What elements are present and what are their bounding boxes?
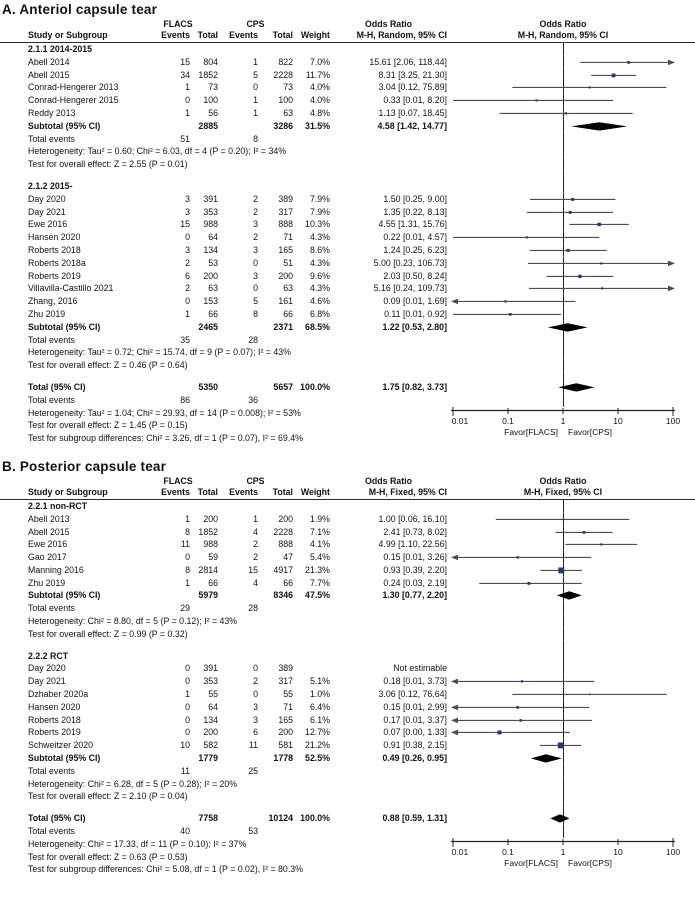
study-row: Ewe 2016 11 988 2 888 4.1% 4.99 [1.10, 22.56] <box>0 538 695 551</box>
plot-odds-ratio-header: Odds Ratio <box>539 476 587 486</box>
ci-plot <box>447 526 695 539</box>
note-plain-row: Test for overall effect: Z = 0.63 (P = 0.53) <box>0 851 695 864</box>
cps-group-header: CPS <box>246 476 265 486</box>
subgroup-row: 2.1.2 2015- <box>0 180 695 193</box>
svg-text:1: 1 <box>560 415 566 426</box>
study-row: Hansen 2020 0 64 2 71 4.3% 0.22 [0.01, 4.57] <box>0 231 695 244</box>
ci-plot <box>447 650 695 663</box>
ci-plot <box>447 675 695 688</box>
panel-rows <box>0 500 695 876</box>
plot-cell <box>447 120 695 133</box>
plot-cell <box>447 145 695 158</box>
ci-plot <box>447 206 695 219</box>
ci-plot <box>447 803 695 812</box>
group-header-row <box>0 19 695 30</box>
study-row: Roberts 2019 0 200 6 200 12.7% 0.07 [0.00, 1.33] <box>0 726 695 739</box>
column-header-row: Study or Subgroup Events Total Events Total Weight M-H, Fixed, 95% CI M-H, Fixed, 95% CI <box>0 487 695 498</box>
subtotal-row: Subtotal (95% CI) 2465 2371 68.5% 1.22 [0.53, 2.80] <box>0 321 695 334</box>
plot-cell <box>447 81 695 94</box>
odds-ratio-header: Odds Ratio <box>365 476 412 486</box>
plot-cell <box>447 133 695 146</box>
study-row: Conrad-Hengerer 2013 1 73 0 73 4.0% 3.04 [0.12, 75.89] <box>0 81 695 94</box>
ci-plot <box>447 641 695 650</box>
ci-plot <box>447 812 695 825</box>
ci-plot <box>447 56 695 69</box>
note-row: Test for overall effect: Z = 0.46 (P = 0.64) <box>0 359 695 372</box>
study-row: Manning 2016 8 2814 15 4917 21.3% 0.93 [0.39, 2.20] <box>0 564 695 577</box>
plot-cell <box>447 321 695 334</box>
panel-anterior-capsule-tear <box>0 2 695 445</box>
ci-plot <box>447 790 695 803</box>
ci-plot <box>447 577 695 590</box>
svg-text:100: 100 <box>665 415 681 426</box>
svg-text:10: 10 <box>613 415 623 426</box>
ci-plot <box>447 81 695 94</box>
svg-text:0.1: 0.1 <box>502 846 514 857</box>
svg-text:0.01: 0.01 <box>451 846 469 857</box>
plot-cell <box>447 765 695 778</box>
study-row: Abell 2015 34 1852 5 2228 11.7% 8.31 [3.25, 21.30] <box>0 69 695 82</box>
ci-plot <box>447 551 695 564</box>
ci-plot <box>447 662 695 675</box>
plot-cell <box>447 513 695 526</box>
favor-left-label: Favor[FLACS] <box>504 857 558 868</box>
plot-cell <box>447 714 695 727</box>
subgroup-row: 2.2.2 RCT <box>0 650 695 663</box>
events-row: Total events 51 8 <box>0 133 695 146</box>
plot-cell <box>447 551 695 564</box>
study-row: Zhu 2019 1 66 8 66 6.8% 0.11 [0.01, 0.92] <box>0 308 695 321</box>
study-row: Villavilla-Castillo 2021 2 63 0 63 4.3% 5.16 [0.24, 109.73] <box>0 282 695 295</box>
ci-plot <box>447 193 695 206</box>
note-plain-row: Test for overall effect: Z = 1.45 (P = 0.15) <box>0 419 695 432</box>
plot-cell <box>447 69 695 82</box>
ci-plot <box>447 180 695 193</box>
plot-cell <box>447 419 695 432</box>
study-row: Dzhaber 2020a 1 55 0 55 1.0% 3.06 [0.12, 76.64] <box>0 688 695 701</box>
note-plain-row: Test for subgroup differences: Chi² = 5.08, df = 1 (P = 0.02), I² = 80.3% <box>0 863 695 876</box>
plot-cell <box>447 231 695 244</box>
subgroup-row: 2.2.1 non-RCT <box>0 500 695 513</box>
plot-cell <box>447 432 695 445</box>
plot-cell <box>447 790 695 803</box>
events-row: Total events 40 53 <box>0 825 695 838</box>
plot-cell <box>447 346 695 359</box>
subtotal-row: Subtotal (95% CI) 5979 8346 47.5% 1.30 [0.77, 2.20] <box>0 589 695 602</box>
ci-plot <box>447 359 695 372</box>
plot-cell <box>447 244 695 257</box>
ci-plot <box>447 372 695 381</box>
ci-plot <box>447 244 695 257</box>
odds-ratio-header: Odds Ratio <box>365 19 412 30</box>
effect-column-header: M-H, Random, 95% CI <box>356 30 447 41</box>
plot-cell <box>447 56 695 69</box>
ci-plot <box>447 778 695 791</box>
ci-plot <box>447 295 695 308</box>
study-row: Roberts 2018a 2 53 0 51 4.3% 5.00 [0.23, 106.73] <box>0 257 695 270</box>
plot-cell <box>447 838 695 868</box>
panel-title: A. Anteriol capsule tear <box>2 2 158 17</box>
ci-plot <box>447 589 695 602</box>
ci-plot <box>447 334 695 347</box>
study-row: Roberts 2018 0 134 3 165 6.1% 0.17 [0.01, 3.37] <box>0 714 695 727</box>
plot-cell <box>447 825 695 838</box>
ci-plot <box>447 739 695 752</box>
plot-cell <box>447 180 695 193</box>
note-row: Test for overall effect: Z = 2.55 (P = 0.01) <box>0 158 695 171</box>
ci-plot <box>447 714 695 727</box>
events-row: Total events 35 28 <box>0 334 695 347</box>
plot-cell <box>447 308 695 321</box>
ci-plot <box>447 726 695 739</box>
panel-title: B. Posterior capsule tear <box>2 458 167 474</box>
ci-plot <box>447 257 695 270</box>
ci-plot <box>447 107 695 120</box>
events-row: Total events 11 25 <box>0 765 695 778</box>
svg-text:1: 1 <box>560 846 566 857</box>
plot-cell <box>447 394 695 407</box>
study-row: Abell 2014 15 804 1 822 7.0% 15.61 [2.06, 118.44] <box>0 56 695 69</box>
plot-cell <box>447 158 695 171</box>
note-row: Heterogeneity: Chi² = 6.28, df = 5 (P = 0.28); I² = 20% <box>0 778 695 791</box>
ci-plot <box>447 752 695 765</box>
study-row: Day 2021 3 353 2 317 7.9% 1.35 [0.22, 8.13] <box>0 206 695 219</box>
plot-cell <box>447 851 695 864</box>
study-row: Abell 2013 1 200 1 200 1.9% 1.00 [0.06, 16.10] <box>0 513 695 526</box>
study-row: Conrad-Hengerer 2015 0 100 1 100 4.0% 0.33 [0.01, 8.20] <box>0 94 695 107</box>
ci-plot <box>447 628 695 641</box>
study-row: Roberts 2018 3 134 3 165 8.6% 1.24 [0.25, 6.23] <box>0 244 695 257</box>
cps-group-header: CPS <box>246 19 265 30</box>
ci-plot <box>447 171 695 180</box>
plot-cell <box>447 641 695 650</box>
ci-plot <box>447 615 695 628</box>
study-row: Zhang, 2016 0 153 5 161 4.6% 0.09 [0.01, 1.69] <box>0 295 695 308</box>
plot-cell <box>447 726 695 739</box>
plot-cell <box>447 739 695 752</box>
study-row: Day 2021 0 353 2 317 5.1% 0.18 [0.01, 3.73] <box>0 675 695 688</box>
ci-plot <box>447 321 695 334</box>
plot-cell <box>447 295 695 308</box>
plot-odds-ratio-header: Odds Ratio <box>539 19 587 30</box>
spacer-row <box>0 372 695 381</box>
ci-plot <box>447 69 695 82</box>
plot-cell <box>447 206 695 219</box>
plot-cell <box>447 688 695 701</box>
plot-cell <box>447 193 695 206</box>
spacer-row <box>0 171 695 180</box>
ci-plot <box>447 120 695 133</box>
plot-cell <box>447 407 695 437</box>
group-header-row <box>0 476 695 487</box>
study-row: Reddy 2013 1 56 1 63 4.8% 1.13 [0.07, 18.45] <box>0 107 695 120</box>
note-row: Heterogeneity: Chi² = 8.80, df = 5 (P = 0.12); I² = 43% <box>0 615 695 628</box>
spacer-row <box>0 803 695 812</box>
study-row: Day 2020 0 391 0 389 Not estimable <box>0 662 695 675</box>
study-row: Ewe 2016 15 988 3 888 10.3% 4.55 [1.31, 15.76] <box>0 218 695 231</box>
ci-plot <box>447 94 695 107</box>
column-header-row: Study or Subgroup Events Total Events Total Weight M-H, Random, 95% CI M-H, Random, 95% CI <box>0 30 695 41</box>
events-row: Total events 86 36 <box>0 394 695 407</box>
plot-cell <box>447 107 695 120</box>
ci-plot <box>447 825 695 838</box>
events-row: Total events 29 28 <box>0 602 695 615</box>
ci-plot <box>447 145 695 158</box>
note-row: Test for overall effect: Z = 2.10 (P = 0.04) <box>0 790 695 803</box>
ci-plot <box>447 538 695 551</box>
svg-text:100: 100 <box>665 846 681 857</box>
svg-text:0.01: 0.01 <box>451 415 469 426</box>
ci-plot <box>447 282 695 295</box>
study-row: Hansen 2020 0 64 3 71 6.4% 0.15 [0.01, 2.99] <box>0 701 695 714</box>
note-axis-row: Heterogeneity: Tau² = 1.04; Chi² = 29.93, df = 14 (P = 0.008); I² = 53% 0.01 0.1 1 10 100 Favor[FLACS] Favor[CPS] <box>0 407 695 420</box>
plot-cell <box>447 803 695 812</box>
plot-cell <box>447 171 695 180</box>
plot-cell <box>447 500 695 513</box>
ci-plot <box>447 218 695 231</box>
plot-cell <box>447 675 695 688</box>
study-row: Schweitzer 2020 10 582 11 581 21.2% 0.91 [0.38, 2.15] <box>0 739 695 752</box>
plot-cell <box>447 43 695 56</box>
plot-cell <box>447 218 695 231</box>
note-row: Heterogeneity: Tau² = 0.60; Chi² = 6.03, df = 4 (P = 0.20); I² = 34% <box>0 145 695 158</box>
ci-plot <box>447 602 695 615</box>
study-column-header: Study or Subgroup <box>28 487 108 497</box>
plot-cell <box>447 282 695 295</box>
favor-right-label: Favor[CPS] <box>568 426 612 437</box>
plot-cell <box>447 577 695 590</box>
ci-plot <box>447 381 695 394</box>
plot-cell <box>447 359 695 372</box>
note-plain-row: Test for subgroup differences: Chi² = 3.26, df = 1 (P = 0.07), I² = 69.4% <box>0 432 695 445</box>
plot-cell <box>447 94 695 107</box>
ci-plot <box>447 231 695 244</box>
plot-cell <box>447 650 695 663</box>
ci-plot <box>447 513 695 526</box>
plot-cell <box>447 526 695 539</box>
plot-cell <box>447 615 695 628</box>
plot-cell <box>447 381 695 394</box>
plot-effect-header: M-H, Random, 95% CI <box>517 30 609 41</box>
spacer-row <box>0 641 695 650</box>
ci-plot <box>447 158 695 171</box>
subgroup-row: 2.1.1 2014-2015 <box>0 43 695 56</box>
study-row: Gao 2017 0 59 2 47 5.4% 0.15 [0.01, 3.26] <box>0 551 695 564</box>
panel-posterior-capsule-tear <box>0 459 695 876</box>
plot-cell <box>447 701 695 714</box>
flacs-group-header: FLACS <box>163 19 193 30</box>
ci-plot <box>447 308 695 321</box>
note-row: Heterogeneity: Tau² = 0.72; Chi² = 15.74, df = 9 (P = 0.07); I² = 43% <box>0 346 695 359</box>
plot-cell <box>447 257 695 270</box>
svg-text:10: 10 <box>613 846 623 857</box>
ci-plot <box>447 564 695 577</box>
plot-effect-header: M-H, Fixed, 95% CI <box>523 487 603 497</box>
ci-plot <box>447 43 695 56</box>
plot-cell <box>447 628 695 641</box>
plot-cell <box>447 778 695 791</box>
ci-plot <box>447 500 695 513</box>
plot-cell <box>447 602 695 615</box>
plot-cell <box>447 589 695 602</box>
study-column-header: Study or Subgroup <box>28 30 108 41</box>
svg-text:0.1: 0.1 <box>502 415 514 426</box>
ci-plot <box>447 765 695 778</box>
subtotal-row: Subtotal (95% CI) 2885 3286 31.5% 4.58 [1.42, 14.77] <box>0 120 695 133</box>
plot-cell <box>447 812 695 825</box>
study-row: Zhu 2019 1 66 4 66 7.7% 0.24 [0.03, 2.19] <box>0 577 695 590</box>
note-row: Test for overall effect: Z = 0.99 (P = 0.32) <box>0 628 695 641</box>
ci-plot <box>447 701 695 714</box>
study-row: Roberts 2019 6 200 3 200 9.6% 2.03 [0.50, 8.24] <box>0 270 695 283</box>
study-row: Abell 2015 8 1852 4 2228 7.1% 2.41 [0.73, 8.02] <box>0 526 695 539</box>
ci-plot <box>447 133 695 146</box>
plot-cell <box>447 564 695 577</box>
subtotal-row: Subtotal (95% CI) 1779 1778 52.5% 0.49 [0.26, 0.95] <box>0 752 695 765</box>
favor-left-label: Favor[FLACS] <box>504 426 558 437</box>
study-row: Day 2020 3 391 2 389 7.9% 1.50 [0.25, 9.00] <box>0 193 695 206</box>
plot-cell <box>447 662 695 675</box>
ci-plot <box>447 270 695 283</box>
plot-cell <box>447 334 695 347</box>
ci-plot <box>447 688 695 701</box>
note-axis-row: Heterogeneity: Chi² = 17.33, df = 11 (P = 0.10); I² = 37% 0.01 0.1 1 10 100 Favor[FLACS] Favor[CPS] <box>0 838 695 851</box>
plot-cell <box>447 270 695 283</box>
panel-rows <box>0 43 695 445</box>
effect-column-header: M-H, Fixed, 95% CI <box>368 487 447 497</box>
plot-cell <box>447 752 695 765</box>
favor-right-label: Favor[CPS] <box>568 857 612 868</box>
ci-plot <box>447 346 695 359</box>
total-row: Total (95% CI) 7758 10124 100.0% 0.88 [0.59, 1.31] <box>0 812 695 825</box>
ci-plot <box>447 394 695 407</box>
plot-cell <box>447 372 695 381</box>
flacs-group-header: FLACS <box>163 476 193 486</box>
plot-cell <box>447 863 695 876</box>
plot-cell <box>447 538 695 551</box>
total-row: Total (95% CI) 5350 5657 100.0% 1.75 [0.82, 3.73] <box>0 381 695 394</box>
